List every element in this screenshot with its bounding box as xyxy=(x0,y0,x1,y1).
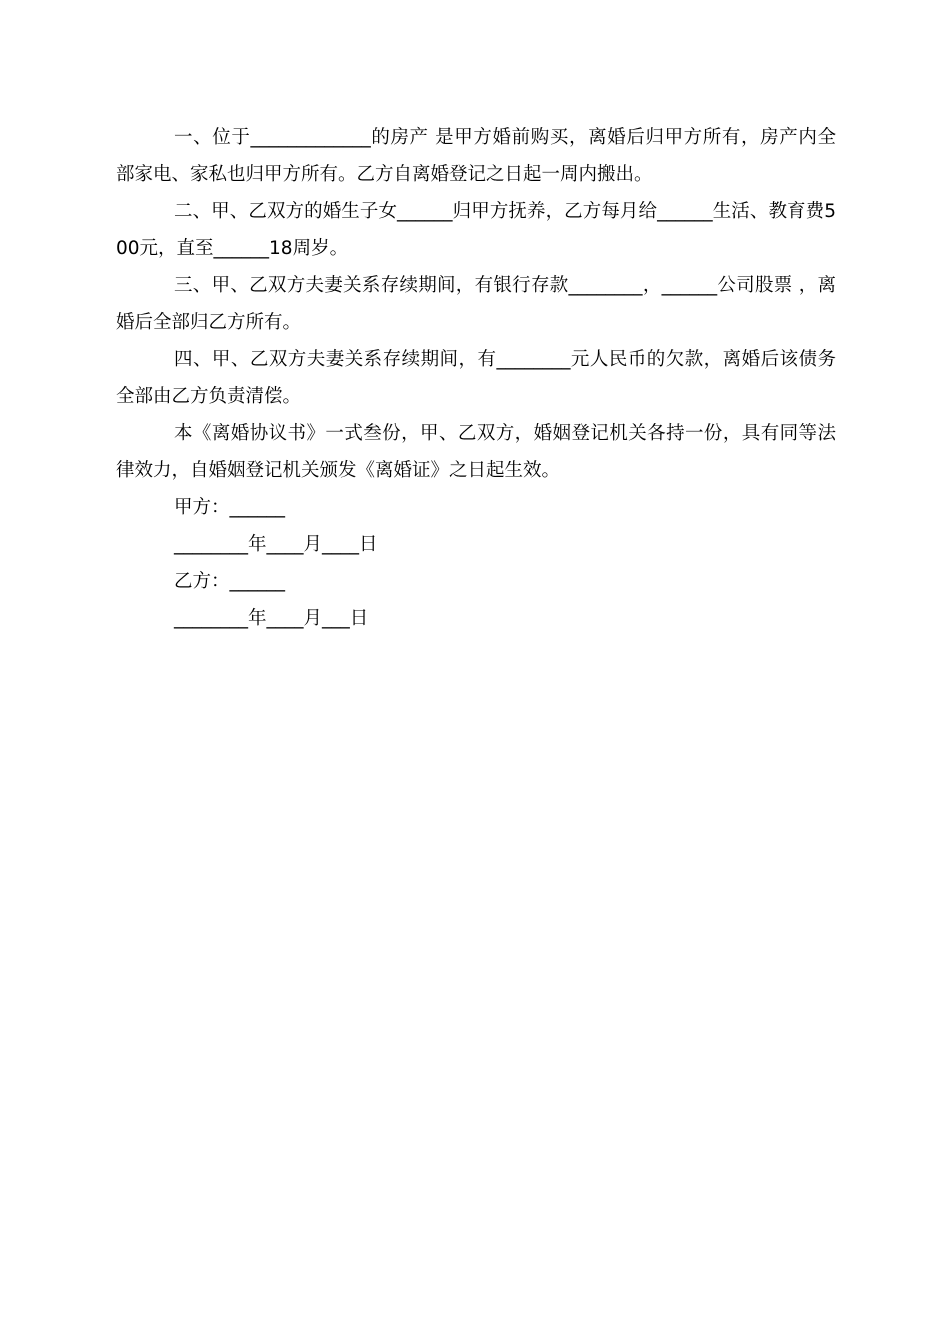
clause-1: 一、位于_____________的房产 是甲方婚前购买，离婚后归甲方所有，房产内全部家电、家私也归甲方所有。乙方自离婚登记之日起一周内搬出。 xyxy=(116,127,836,185)
party-a-signature: 甲方：______ xyxy=(174,497,286,518)
document-page xyxy=(116,119,836,637)
party-b-signature: 乙方：______ xyxy=(174,571,286,592)
party-a-date: ________年____月____日 xyxy=(174,534,378,555)
party-b-date: ________年____月___日 xyxy=(174,608,369,629)
closing-clause: 本《离婚协议书》一式叁份，甲、乙双方，婚姻登记机关各持一份，具有同等法律效力，自婚姻登记机关颁发《离婚证》之日起生效。 xyxy=(116,423,836,481)
clause-2: 二、甲、乙双方的婚生子女______归甲方抚养，乙方每月给______生活、教育费500元，直至______18周岁。 xyxy=(116,201,836,259)
clause-3: 三、甲、乙双方夫妻关系存续期间，有银行存款________，______公司股票 ，离婚后全部归乙方所有。 xyxy=(116,275,836,333)
clause-4: 四、甲、乙双方夫妻关系存续期间，有________元人民币的欠款，离婚后该债务全部由乙方负责清偿。 xyxy=(116,349,836,407)
